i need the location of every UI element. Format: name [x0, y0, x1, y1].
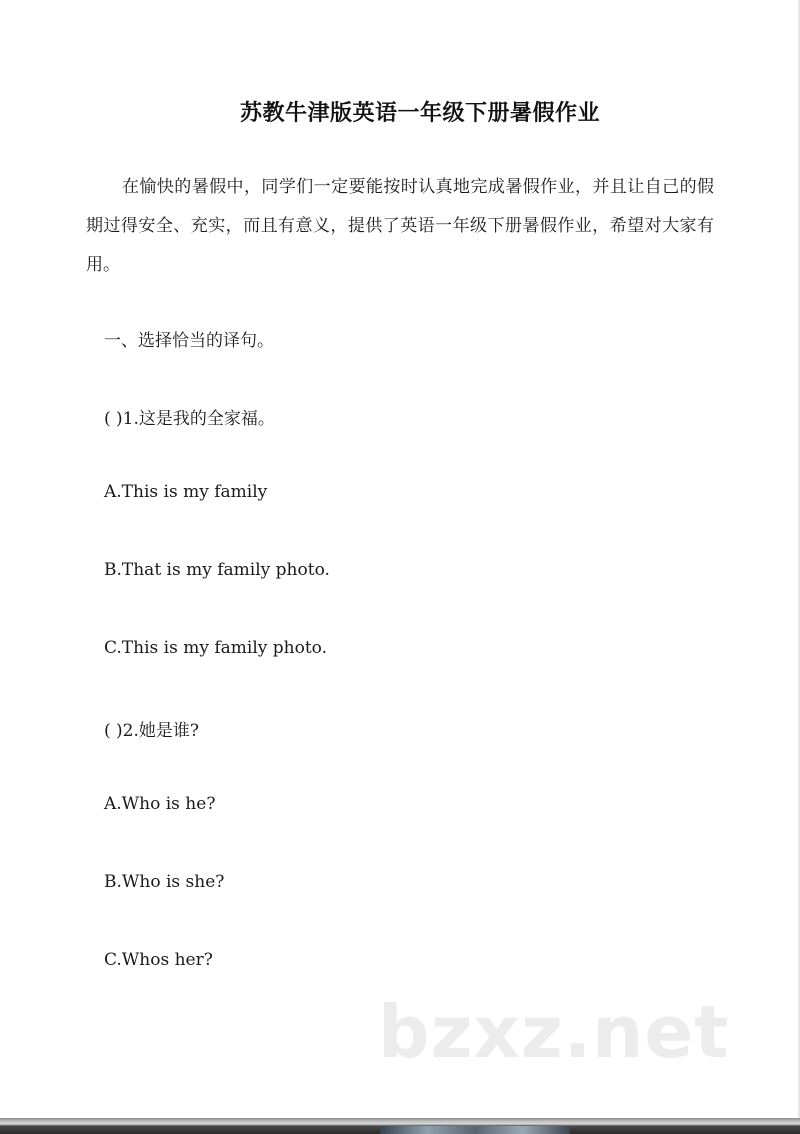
page-bottom-edge — [0, 1118, 800, 1134]
document-title: 苏教牛津版英语一年级下册暑假作业 — [239, 101, 600, 126]
intro-paragraph: 在愉快的暑假中，同学们一定要能按时认真地完成暑假作业，并且让自己的假期过得安全、充实，而且有意义，提供了英语一年级下册暑假作业，希望对大家有用。 — [86, 177, 714, 275]
section-heading: 一、选择恰当的译句。 — [104, 331, 274, 351]
question-2-option-a: A.Who is he? — [104, 794, 216, 814]
question-2-option-b: B.Who is she? — [104, 872, 225, 892]
next-page-preview-strip — [380, 1126, 570, 1134]
question-2-option-c: C.Whos her? — [104, 950, 213, 970]
question-1-option-c: C.This is my family photo. — [104, 638, 328, 658]
site-watermark: bzxz.net — [378, 990, 730, 1074]
question-1-prompt: ( )1.这是我的全家福。 — [104, 409, 275, 429]
question-1-option-a: A.This is my family — [104, 482, 268, 502]
question-1-option-b: B.That is my family photo. — [104, 560, 330, 580]
question-2-prompt: ( )2.她是谁? — [104, 721, 200, 741]
